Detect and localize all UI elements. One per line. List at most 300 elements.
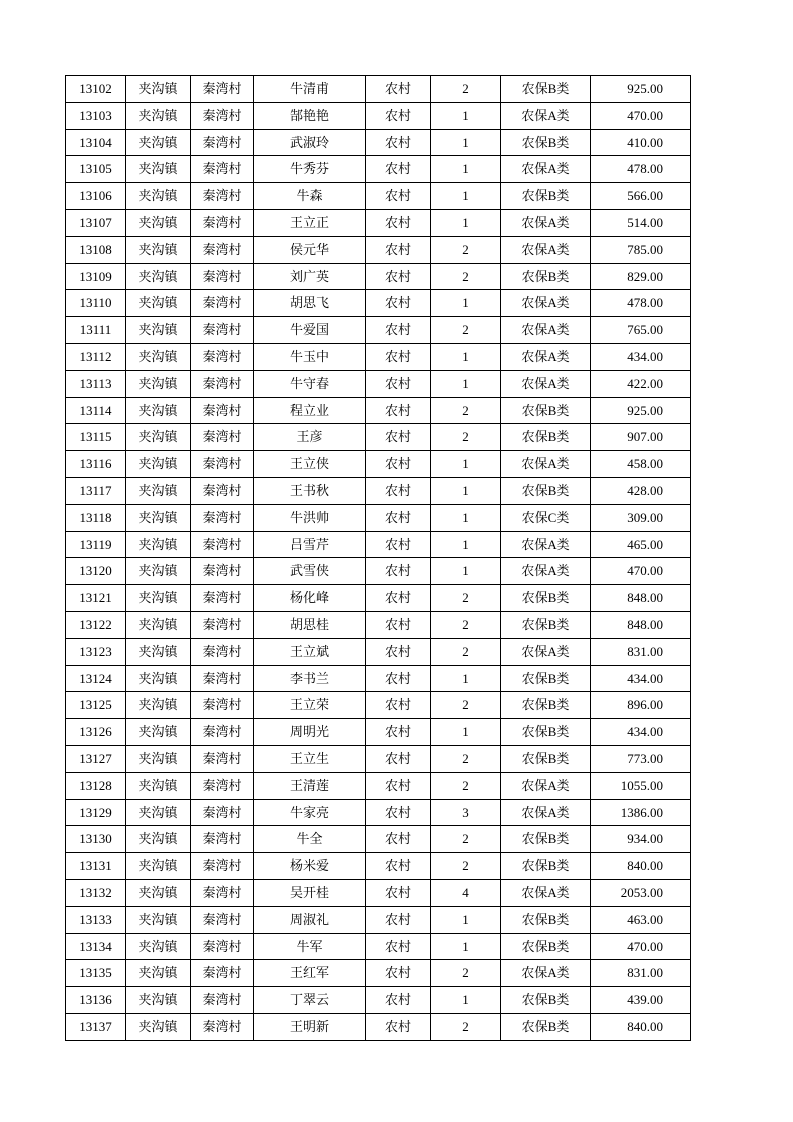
table-row [66,719,691,746]
table-row [66,290,691,317]
cell-category: 农保A类 [501,879,591,906]
cell-village: 秦湾村 [191,397,254,424]
cell-residence: 农村 [366,960,431,987]
cell-count: 1 [431,343,501,370]
table-row [66,317,691,344]
cell-town: 夹沟镇 [126,638,191,665]
cell-serial: 13124 [66,665,126,692]
table-row [66,638,691,665]
cell-town: 夹沟镇 [126,772,191,799]
cell-amount: 907.00 [591,424,691,451]
table-row [66,129,691,156]
cell-town: 夹沟镇 [126,290,191,317]
cell-category: 农保B类 [501,263,591,290]
cell-residence: 农村 [366,665,431,692]
table-row [66,263,691,290]
cell-count: 4 [431,879,501,906]
cell-residence: 农村 [366,879,431,906]
cell-amount: 831.00 [591,638,691,665]
cell-amount: 1055.00 [591,772,691,799]
cell-village: 秦湾村 [191,906,254,933]
cell-count: 2 [431,263,501,290]
cell-count: 1 [431,558,501,585]
cell-residence: 农村 [366,585,431,612]
cell-town: 夹沟镇 [126,933,191,960]
cell-town: 夹沟镇 [126,987,191,1014]
cell-category: 农保A类 [501,102,591,129]
cell-residence: 农村 [366,343,431,370]
cell-serial: 13131 [66,853,126,880]
cell-residence: 农村 [366,209,431,236]
cell-name: 武雪侠 [254,558,366,585]
cell-amount: 434.00 [591,343,691,370]
cell-serial: 13121 [66,585,126,612]
cell-category: 农保B类 [501,853,591,880]
cell-serial: 13103 [66,102,126,129]
cell-count: 1 [431,719,501,746]
cell-village: 秦湾村 [191,558,254,585]
cell-residence: 农村 [366,558,431,585]
cell-amount: 470.00 [591,558,691,585]
cell-serial: 13109 [66,263,126,290]
cell-serial: 13134 [66,933,126,960]
table-row [66,236,691,263]
cell-serial: 13135 [66,960,126,987]
cell-category: 农保A类 [501,370,591,397]
cell-residence: 农村 [366,76,431,103]
cell-name: 吴开桂 [254,879,366,906]
cell-town: 夹沟镇 [126,665,191,692]
cell-serial: 13102 [66,76,126,103]
cell-serial: 13116 [66,451,126,478]
cell-serial: 13122 [66,611,126,638]
cell-serial: 13120 [66,558,126,585]
cell-amount: 765.00 [591,317,691,344]
cell-name: 杨化峰 [254,585,366,612]
cell-amount: 829.00 [591,263,691,290]
cell-town: 夹沟镇 [126,76,191,103]
cell-name: 侯元华 [254,236,366,263]
cell-serial: 13115 [66,424,126,451]
cell-town: 夹沟镇 [126,317,191,344]
cell-residence: 农村 [366,799,431,826]
cell-count: 2 [431,692,501,719]
cell-name: 胡思桂 [254,611,366,638]
cell-residence: 农村 [366,102,431,129]
cell-category: 农保A类 [501,772,591,799]
table-row [66,665,691,692]
cell-category: 农保B类 [501,906,591,933]
cell-count: 1 [431,906,501,933]
cell-serial: 13113 [66,370,126,397]
cell-category: 农保B类 [501,183,591,210]
cell-village: 秦湾村 [191,987,254,1014]
cell-amount: 831.00 [591,960,691,987]
cell-village: 秦湾村 [191,129,254,156]
cell-village: 秦湾村 [191,451,254,478]
cell-category: 农保A类 [501,317,591,344]
cell-town: 夹沟镇 [126,1013,191,1040]
cell-village: 秦湾村 [191,263,254,290]
records-table-body [66,76,691,1041]
cell-residence: 农村 [366,772,431,799]
cell-count: 2 [431,585,501,612]
table-row [66,451,691,478]
cell-count: 1 [431,290,501,317]
table-row [66,879,691,906]
cell-town: 夹沟镇 [126,504,191,531]
cell-amount: 422.00 [591,370,691,397]
cell-category: 农保B类 [501,745,591,772]
cell-name: 牛守春 [254,370,366,397]
cell-town: 夹沟镇 [126,692,191,719]
cell-category: 农保A类 [501,290,591,317]
cell-serial: 13125 [66,692,126,719]
table-row [66,987,691,1014]
cell-amount: 470.00 [591,933,691,960]
cell-name: 王立正 [254,209,366,236]
cell-town: 夹沟镇 [126,209,191,236]
cell-count: 3 [431,799,501,826]
cell-name: 胡思飞 [254,290,366,317]
cell-name: 王立荣 [254,692,366,719]
cell-town: 夹沟镇 [126,263,191,290]
cell-town: 夹沟镇 [126,370,191,397]
cell-amount: 470.00 [591,102,691,129]
cell-category: 农保A类 [501,209,591,236]
cell-town: 夹沟镇 [126,558,191,585]
cell-name: 吕雪芹 [254,531,366,558]
cell-town: 夹沟镇 [126,906,191,933]
cell-residence: 农村 [366,692,431,719]
cell-residence: 农村 [366,1013,431,1040]
cell-amount: 463.00 [591,906,691,933]
cell-count: 1 [431,477,501,504]
cell-village: 秦湾村 [191,638,254,665]
cell-residence: 农村 [366,853,431,880]
cell-village: 秦湾村 [191,209,254,236]
cell-count: 2 [431,638,501,665]
cell-village: 秦湾村 [191,719,254,746]
table-row [66,558,691,585]
cell-town: 夹沟镇 [126,477,191,504]
cell-serial: 13132 [66,879,126,906]
cell-town: 夹沟镇 [126,397,191,424]
table-row [66,826,691,853]
cell-village: 秦湾村 [191,585,254,612]
cell-residence: 农村 [366,156,431,183]
cell-amount: 840.00 [591,853,691,880]
cell-village: 秦湾村 [191,772,254,799]
cell-category: 农保A类 [501,799,591,826]
cell-town: 夹沟镇 [126,745,191,772]
cell-category: 农保A类 [501,960,591,987]
table-row [66,504,691,531]
cell-village: 秦湾村 [191,933,254,960]
cell-amount: 434.00 [591,719,691,746]
cell-category: 农保A类 [501,343,591,370]
cell-residence: 农村 [366,531,431,558]
cell-name: 牛玉中 [254,343,366,370]
cell-village: 秦湾村 [191,290,254,317]
cell-village: 秦湾村 [191,960,254,987]
cell-category: 农保B类 [501,665,591,692]
cell-name: 程立业 [254,397,366,424]
table-row [66,209,691,236]
cell-residence: 农村 [366,504,431,531]
table-row [66,692,691,719]
cell-town: 夹沟镇 [126,531,191,558]
table-row [66,585,691,612]
cell-serial: 13119 [66,531,126,558]
cell-amount: 773.00 [591,745,691,772]
cell-amount: 840.00 [591,1013,691,1040]
cell-amount: 439.00 [591,987,691,1014]
cell-serial: 13112 [66,343,126,370]
cell-count: 1 [431,209,501,236]
cell-name: 周明光 [254,719,366,746]
cell-village: 秦湾村 [191,76,254,103]
cell-residence: 农村 [366,638,431,665]
cell-residence: 农村 [366,745,431,772]
cell-residence: 农村 [366,317,431,344]
table-row [66,933,691,960]
cell-name: 牛森 [254,183,366,210]
cell-name: 牛全 [254,826,366,853]
cell-town: 夹沟镇 [126,853,191,880]
cell-serial: 13133 [66,906,126,933]
cell-name: 牛秀芬 [254,156,366,183]
cell-amount: 465.00 [591,531,691,558]
cell-name: 牛家亮 [254,799,366,826]
cell-serial: 13137 [66,1013,126,1040]
cell-count: 2 [431,236,501,263]
cell-name: 王彦 [254,424,366,451]
cell-residence: 农村 [366,370,431,397]
cell-category: 农保C类 [501,504,591,531]
cell-name: 周淑礼 [254,906,366,933]
cell-amount: 2053.00 [591,879,691,906]
table-row [66,772,691,799]
cell-count: 2 [431,960,501,987]
cell-name: 王立斌 [254,638,366,665]
cell-village: 秦湾村 [191,879,254,906]
cell-name: 王红军 [254,960,366,987]
cell-count: 2 [431,424,501,451]
cell-serial: 13111 [66,317,126,344]
cell-amount: 925.00 [591,76,691,103]
cell-name: 王立侠 [254,451,366,478]
cell-count: 1 [431,531,501,558]
cell-village: 秦湾村 [191,102,254,129]
cell-village: 秦湾村 [191,504,254,531]
cell-count: 2 [431,611,501,638]
cell-name: 郜艳艳 [254,102,366,129]
cell-category: 农保B类 [501,692,591,719]
cell-count: 2 [431,772,501,799]
cell-town: 夹沟镇 [126,424,191,451]
cell-residence: 农村 [366,424,431,451]
cell-town: 夹沟镇 [126,826,191,853]
table-row [66,960,691,987]
cell-category: 农保B类 [501,585,591,612]
table-row [66,906,691,933]
cell-serial: 13128 [66,772,126,799]
table-row [66,745,691,772]
cell-amount: 309.00 [591,504,691,531]
cell-amount: 934.00 [591,826,691,853]
cell-category: 农保B类 [501,826,591,853]
cell-amount: 478.00 [591,290,691,317]
cell-residence: 农村 [366,987,431,1014]
cell-name: 王清莲 [254,772,366,799]
cell-category: 农保B类 [501,933,591,960]
table-row [66,183,691,210]
cell-serial: 13104 [66,129,126,156]
cell-residence: 农村 [366,290,431,317]
table-row [66,102,691,129]
cell-village: 秦湾村 [191,370,254,397]
cell-serial: 13130 [66,826,126,853]
table-row [66,477,691,504]
cell-town: 夹沟镇 [126,611,191,638]
cell-serial: 13114 [66,397,126,424]
cell-category: 农保B类 [501,397,591,424]
cell-count: 1 [431,933,501,960]
cell-amount: 428.00 [591,477,691,504]
cell-count: 1 [431,504,501,531]
cell-serial: 13123 [66,638,126,665]
table-row [66,1013,691,1040]
cell-residence: 农村 [366,611,431,638]
cell-category: 农保B类 [501,76,591,103]
cell-village: 秦湾村 [191,424,254,451]
cell-town: 夹沟镇 [126,451,191,478]
cell-serial: 13108 [66,236,126,263]
cell-serial: 13129 [66,799,126,826]
table-row [66,343,691,370]
cell-town: 夹沟镇 [126,102,191,129]
cell-count: 2 [431,76,501,103]
cell-category: 农保A类 [501,638,591,665]
cell-count: 1 [431,156,501,183]
cell-category: 农保B类 [501,477,591,504]
cell-residence: 农村 [366,719,431,746]
cell-residence: 农村 [366,451,431,478]
cell-village: 秦湾村 [191,665,254,692]
cell-count: 1 [431,183,501,210]
cell-residence: 农村 [366,933,431,960]
cell-residence: 农村 [366,826,431,853]
cell-amount: 566.00 [591,183,691,210]
cell-category: 农保A类 [501,531,591,558]
cell-count: 1 [431,987,501,1014]
cell-serial: 13118 [66,504,126,531]
cell-category: 农保A类 [501,451,591,478]
cell-category: 农保B类 [501,1013,591,1040]
cell-category: 农保B类 [501,129,591,156]
cell-town: 夹沟镇 [126,156,191,183]
cell-count: 1 [431,451,501,478]
cell-serial: 13110 [66,290,126,317]
cell-category: 农保B类 [501,424,591,451]
table-row [66,424,691,451]
cell-village: 秦湾村 [191,343,254,370]
table-row [66,853,691,880]
records-table [65,75,691,1041]
cell-count: 1 [431,129,501,156]
cell-name: 杨米爱 [254,853,366,880]
cell-village: 秦湾村 [191,183,254,210]
cell-name: 牛爱国 [254,317,366,344]
cell-category: 农保B类 [501,611,591,638]
cell-serial: 13107 [66,209,126,236]
cell-village: 秦湾村 [191,611,254,638]
cell-town: 夹沟镇 [126,960,191,987]
cell-amount: 478.00 [591,156,691,183]
cell-residence: 农村 [366,183,431,210]
cell-village: 秦湾村 [191,799,254,826]
cell-name: 武淑玲 [254,129,366,156]
cell-name: 李书兰 [254,665,366,692]
cell-name: 牛清甫 [254,76,366,103]
cell-amount: 458.00 [591,451,691,478]
cell-category: 农保A类 [501,558,591,585]
cell-count: 2 [431,1013,501,1040]
cell-town: 夹沟镇 [126,343,191,370]
table-row [66,370,691,397]
cell-name: 王明新 [254,1013,366,1040]
cell-village: 秦湾村 [191,156,254,183]
cell-serial: 13126 [66,719,126,746]
cell-name: 牛军 [254,933,366,960]
table-row [66,76,691,103]
cell-residence: 农村 [366,397,431,424]
cell-residence: 农村 [366,477,431,504]
cell-amount: 925.00 [591,397,691,424]
table-row [66,397,691,424]
cell-town: 夹沟镇 [126,879,191,906]
cell-category: 农保B类 [501,719,591,746]
table-row [66,531,691,558]
cell-count: 2 [431,317,501,344]
cell-serial: 13117 [66,477,126,504]
cell-residence: 农村 [366,236,431,263]
cell-residence: 农村 [366,129,431,156]
cell-name: 丁翠云 [254,987,366,1014]
cell-town: 夹沟镇 [126,236,191,263]
cell-serial: 13136 [66,987,126,1014]
cell-village: 秦湾村 [191,692,254,719]
cell-village: 秦湾村 [191,853,254,880]
cell-count: 1 [431,102,501,129]
cell-serial: 13127 [66,745,126,772]
cell-town: 夹沟镇 [126,799,191,826]
cell-town: 夹沟镇 [126,585,191,612]
cell-count: 2 [431,853,501,880]
cell-village: 秦湾村 [191,317,254,344]
cell-count: 1 [431,370,501,397]
cell-amount: 848.00 [591,611,691,638]
cell-count: 2 [431,745,501,772]
cell-residence: 农村 [366,906,431,933]
cell-category: 农保A类 [501,156,591,183]
table-row [66,799,691,826]
table-row [66,156,691,183]
cell-town: 夹沟镇 [126,719,191,746]
cell-village: 秦湾村 [191,1013,254,1040]
cell-amount: 785.00 [591,236,691,263]
